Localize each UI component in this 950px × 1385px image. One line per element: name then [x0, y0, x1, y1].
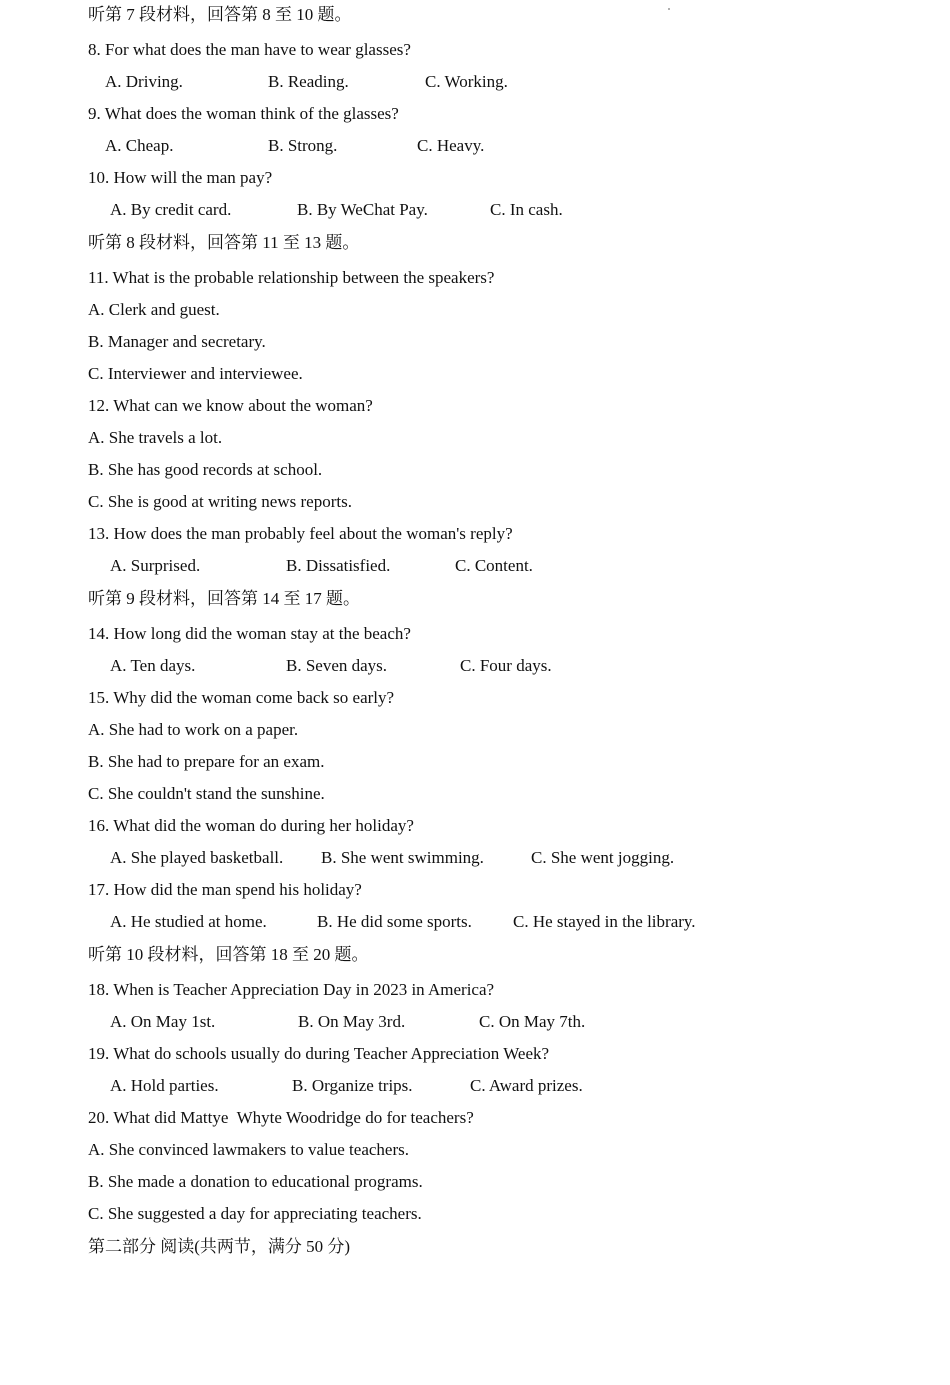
- q9-option-a: A. Cheap.: [105, 136, 174, 155]
- q9-option-b: B. Strong.: [268, 136, 338, 155]
- part-two-heading: 第二部分 阅读(共两节，满分 50 分): [88, 1237, 351, 1256]
- q20-option-c: C. She suggested a day for appreciating teachers.: [88, 1204, 422, 1223]
- q12-option-b: B. She has good records at school.: [88, 460, 323, 479]
- question-19: 19. What do schools usually do during Teacher Appreciation Week?: [88, 1044, 550, 1063]
- question-16: 16. What did the woman do during her holiday?: [88, 816, 414, 835]
- question-12: 12. What can we know about the woman?: [88, 396, 373, 415]
- q18-option-b: B. On May 3rd.: [298, 1012, 406, 1031]
- q12-option-c: C. She is good at writing news reports.: [88, 492, 352, 511]
- question-8: 8. For what does the man have to wear glasses?: [88, 40, 411, 59]
- section-heading-7: 听第 7 段材料，回答第 8 至 10 题。: [88, 5, 352, 24]
- q16-option-b: B. She went swimming.: [321, 848, 484, 867]
- q19-option-b: B. Organize trips.: [292, 1076, 413, 1095]
- q10-option-a: A. By credit card.: [110, 200, 232, 219]
- section-heading-10: 听第 10 段材料，回答第 18 至 20 题。: [88, 945, 369, 964]
- q17-option-c: C. He stayed in the library.: [513, 912, 696, 931]
- section-heading-8: 听第 8 段材料，回答第 11 至 13 题。: [88, 233, 360, 252]
- section-heading-9: 听第 9 段材料，回答第 14 至 17 题。: [88, 589, 360, 608]
- question-10: 10. How will the man pay?: [88, 168, 273, 187]
- question-14: 14. How long did the woman stay at the beach?: [88, 624, 411, 643]
- q8-option-c: C. Working.: [425, 72, 508, 91]
- q13-option-c: C. Content.: [455, 556, 533, 575]
- question-11: 11. What is the probable relationship between the speakers?: [88, 268, 495, 287]
- q11-option-c: C. Interviewer and interviewee.: [88, 364, 303, 383]
- question-9: 9. What does the woman think of the glasses?: [88, 104, 399, 123]
- q13-option-b: B. Dissatisfied.: [286, 556, 391, 575]
- q11-option-a: A. Clerk and guest.: [88, 300, 220, 319]
- q11-option-b: B. Manager and secretary.: [88, 332, 266, 351]
- q16-option-a: A. She played basketball.: [110, 848, 284, 867]
- q14-option-a: A. Ten days.: [110, 656, 196, 675]
- q14-option-b: B. Seven days.: [286, 656, 388, 675]
- question-20: 20. What did Mattye Whyte Woodridge do for teachers?: [88, 1108, 474, 1127]
- q15-option-c: C. She couldn't stand the sunshine.: [88, 784, 325, 803]
- q20-option-a: A. She convinced lawmakers to value teachers.: [88, 1140, 409, 1159]
- q16-option-c: C. She went jogging.: [531, 848, 675, 867]
- question-13: 13. How does the man probably feel about the woman's reply?: [88, 524, 513, 543]
- q15-option-b: B. She had to prepare for an exam.: [88, 752, 325, 771]
- q13-option-a: A. Surprised.: [110, 556, 201, 575]
- question-18: 18. When is Teacher Appreciation Day in 2023 in America?: [88, 980, 495, 999]
- q14-option-c: C. Four days.: [460, 656, 552, 675]
- q17-option-a: A. He studied at home.: [110, 912, 267, 931]
- q15-option-a: A. She had to work on a paper.: [88, 720, 299, 739]
- q10-option-b: B. By WeChat Pay.: [297, 200, 428, 219]
- q20-option-b: B. She made a donation to educational programs.: [88, 1172, 423, 1191]
- scan-dot: [668, 8, 670, 10]
- q18-option-c: C. On May 7th.: [479, 1012, 586, 1031]
- question-17: 17. How did the man spend his holiday?: [88, 880, 362, 899]
- q19-option-a: A. Hold parties.: [110, 1076, 219, 1095]
- q19-option-c: C. Award prizes.: [470, 1076, 583, 1095]
- q9-option-c: C. Heavy.: [417, 136, 485, 155]
- q8-option-a: A. Driving.: [105, 72, 183, 91]
- q10-option-c: C. In cash.: [490, 200, 563, 219]
- q18-option-a: A. On May 1st.: [110, 1012, 216, 1031]
- question-15: 15. Why did the woman come back so early?: [88, 688, 395, 707]
- q17-option-b: B. He did some sports.: [317, 912, 472, 931]
- q8-option-b: B. Reading.: [268, 72, 349, 91]
- q12-option-a: A. She travels a lot.: [88, 428, 223, 447]
